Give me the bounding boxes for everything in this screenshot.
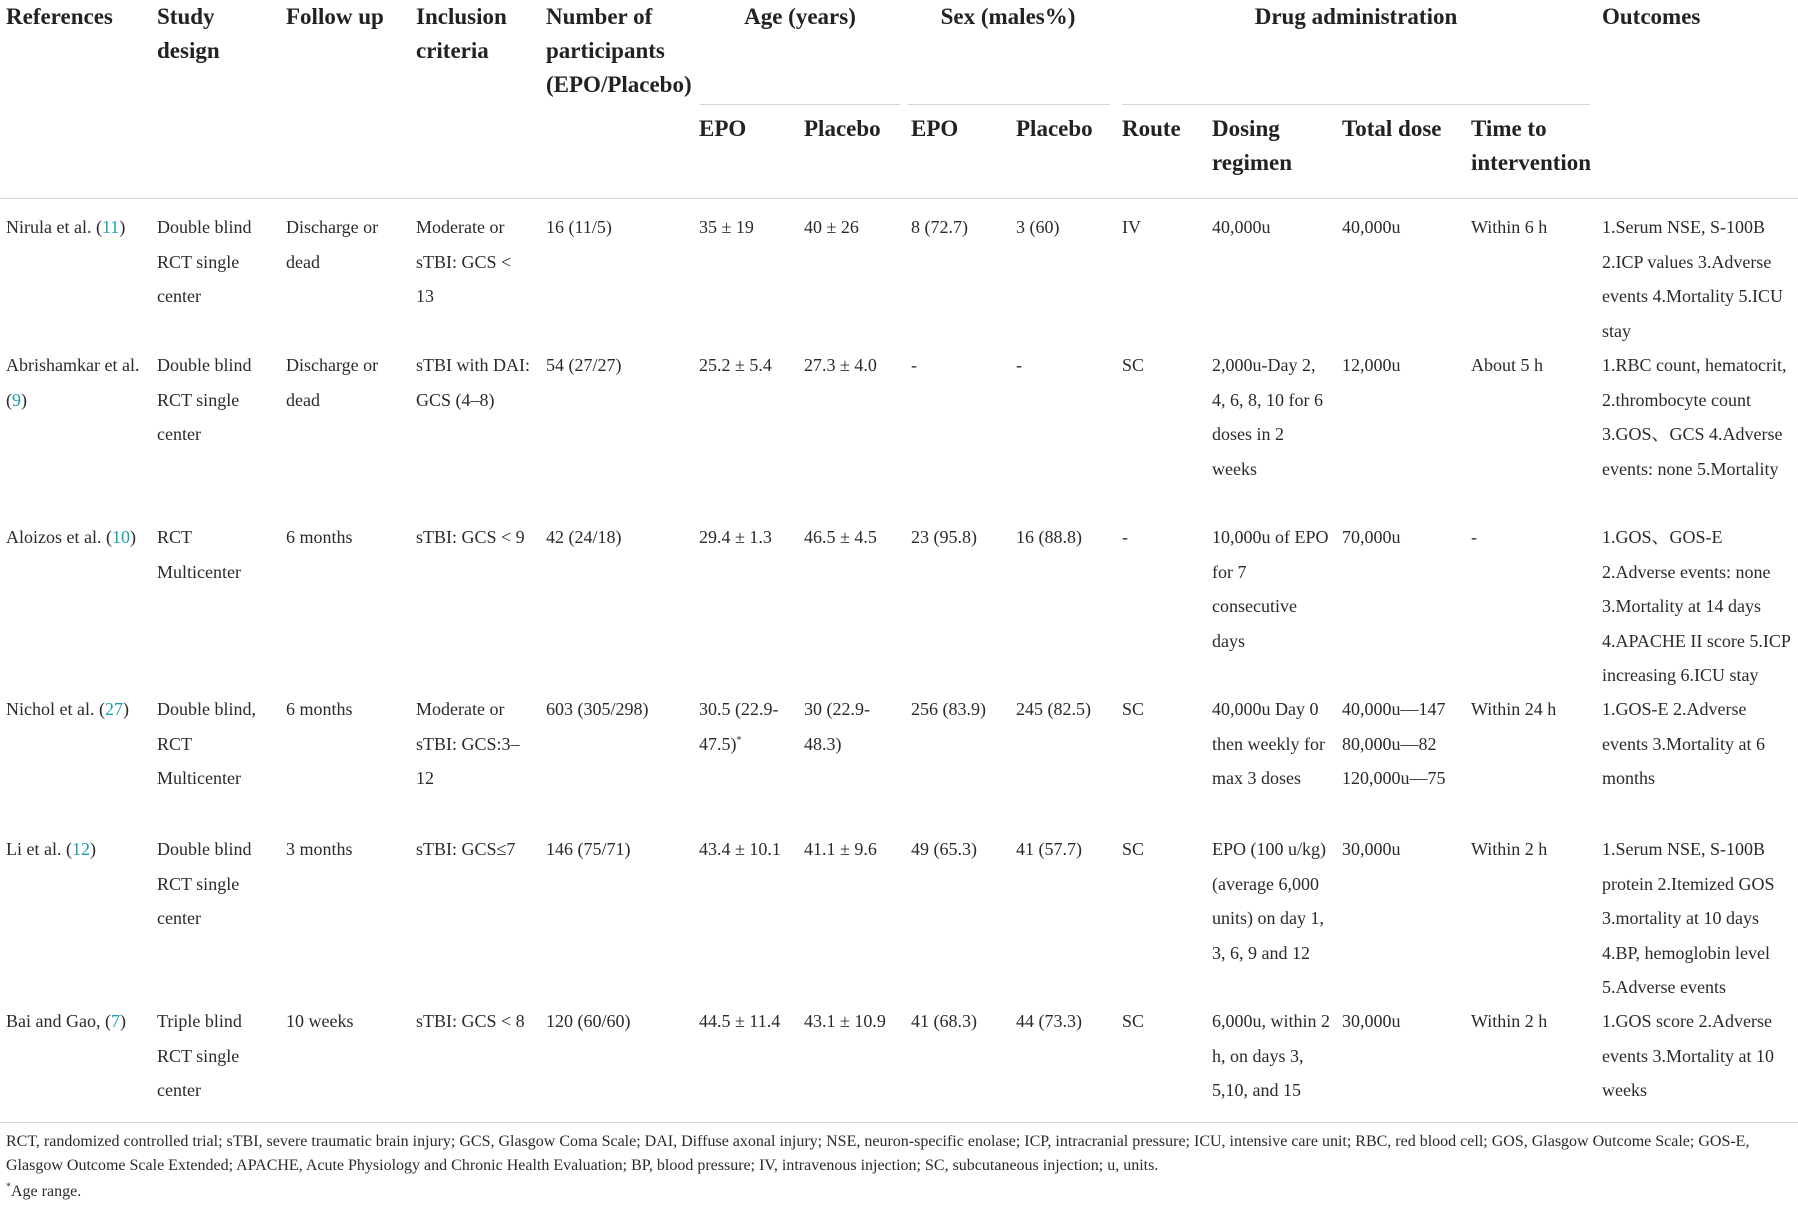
header-age-epo: EPO <box>699 116 747 141</box>
cell-dosing-regimen: 2,000u-Day 2, 4, 6, 8, 10 for 6 doses in 2 weeks <box>1212 355 1323 479</box>
header-outcomes: Outcomes <box>1602 4 1701 29</box>
cell-total-dose: 40,000u <box>1342 217 1401 237</box>
cell-follow-up: 6 months <box>286 699 353 719</box>
table-row <box>0 210 1798 350</box>
cell-time-to-intervention: Within 6 h <box>1471 217 1548 237</box>
ref-link[interactable]: 12 <box>71 839 90 859</box>
cell-participants: 146 (75/71) <box>546 839 631 859</box>
cell-sex-epo: 49 (65.3) <box>911 839 977 859</box>
total-dose-line: 40,000u—147 <box>1342 699 1446 719</box>
table-row <box>0 520 1798 692</box>
cell-follow-up: 3 months <box>286 839 353 859</box>
header-participants: Number of participants (EPO/Placebo) <box>546 4 692 97</box>
header-follow-up: Follow up <box>286 4 384 29</box>
footnote-age-range <box>6 1180 1796 1204</box>
cell-dosing-regimen: 40,000u <box>1212 217 1271 237</box>
age-range-mark: * <box>736 734 742 746</box>
cell-sex-placebo: 44 (73.3) <box>1016 1011 1082 1031</box>
header-route: Route <box>1122 116 1181 141</box>
header-drug-group: Drug administration <box>1254 4 1458 29</box>
cell-route: IV <box>1122 217 1141 237</box>
age-group-divider <box>700 104 900 105</box>
cell-dosing-regimen: 40,000u Day 0 then weekly for max 3 doses <box>1212 699 1325 788</box>
cell-age-placebo: 30 (22.9-48.3) <box>804 699 870 754</box>
cell-age-placebo: 43.1 ± 10.9 <box>804 1011 886 1031</box>
cell-study-design: RCT Multicenter <box>157 527 241 582</box>
cell-inclusion: sTBI with DAI: GCS (4–8) <box>416 355 530 410</box>
table-row <box>0 348 1798 520</box>
cell-follow-up: 10 weeks <box>286 1011 354 1031</box>
cell-dosing-regimen: 10,000u of EPO for 7 consecutive days <box>1212 527 1329 651</box>
footnote-mark: * <box>6 1181 11 1193</box>
header-age-placebo: Placebo <box>804 116 881 141</box>
cell-route: SC <box>1122 839 1145 859</box>
table-row <box>0 692 1798 832</box>
cell-outcomes: 1.GOS、GOS-E 2.Adverse events: none 3.Mortality at 14 days 4.APACHE II score 5.ICP increasing 6.ICU stay <box>1602 527 1791 685</box>
cell-dosing-regimen: EPO (100 u/kg) (average 6,000 units) on day 1, 3, 6, 9 and 12 <box>1212 839 1326 963</box>
ref-close: ) <box>122 699 129 719</box>
cell-total-dose: 30,000u <box>1342 839 1401 859</box>
cell-outcomes: 1.RBC count, hematocrit, 2.thrombocyte count 3.GOS、GCS 4.Adverse events: none 5.Mortality <box>1602 355 1787 479</box>
cell-reference <box>6 520 151 555</box>
ref-close: ) <box>21 389 27 410</box>
cell-reference <box>6 832 151 867</box>
cell-reference <box>6 348 146 417</box>
cell-time-to-intervention: About 5 h <box>1471 355 1543 375</box>
cell-sex-epo: 23 (95.8) <box>911 527 977 547</box>
cell-sex-epo: 8 (72.7) <box>911 217 968 237</box>
cell-reference <box>6 692 151 727</box>
cell-age-epo: 25.2 ± 5.4 <box>699 355 772 375</box>
cell-participants: 603 (305/298) <box>546 699 649 719</box>
cell-sex-placebo: 3 (60) <box>1016 217 1060 237</box>
cell-sex-placebo: 41 (57.7) <box>1016 839 1082 859</box>
cell-inclusion: sTBI: GCS < 9 <box>416 527 525 547</box>
ref-link[interactable]: 11 <box>101 217 120 237</box>
ref-link[interactable]: 9 <box>12 389 21 410</box>
footnote-age-note: Age range. <box>11 1183 82 1200</box>
cell-total-dose: 12,000u <box>1342 355 1401 375</box>
cell-study-design: Triple blind RCT single center <box>157 1011 242 1100</box>
cell-age-placebo: 46.5 ± 4.5 <box>804 527 877 547</box>
cell-sex-epo: 256 (83.9) <box>911 699 986 719</box>
table-row <box>0 1004 1798 1114</box>
cell-outcomes: 1.GOS score 2.Adverse events 3.Mortality at 10 weeks <box>1602 1011 1774 1100</box>
header-inclusion-criteria: Inclusion criteria <box>416 4 507 63</box>
cell-sex-epo: 41 (68.3) <box>911 1011 977 1031</box>
cell-age-epo: 44.5 ± 11.4 <box>699 1011 781 1031</box>
cell-dosing-regimen: 6,000u, within 2 h, on days 3, 5,10, and 15 <box>1212 1011 1331 1100</box>
header-bottom-rule <box>0 198 1798 199</box>
cell-sex-placebo: 16 (88.8) <box>1016 527 1082 547</box>
header-total-dose: Total dose <box>1342 116 1442 141</box>
total-dose-line: 80,000u—82 <box>1342 733 1437 754</box>
cell-time-to-intervention: Within 2 h <box>1471 839 1548 859</box>
cell-inclusion: sTBI: GCS≤7 <box>416 839 516 859</box>
total-dose-line: 120,000u—75 <box>1342 768 1446 788</box>
cell-route: - <box>1122 527 1128 547</box>
ref-close: ) <box>129 527 136 547</box>
header-age-group: Age (years) <box>744 4 856 29</box>
cell-inclusion: Moderate or sTBI: GCS < 13 <box>416 217 512 306</box>
cell-sex-epo: - <box>911 355 917 375</box>
cell-study-design: Double blind RCT single center <box>157 839 252 928</box>
cell-outcomes: 1.GOS-E 2.Adverse events 3.Mortality at 6 months <box>1602 699 1765 788</box>
cell-age-epo: 35 ± 19 <box>699 217 754 237</box>
cell-outcomes: 1.Serum NSE, S-100B 2.ICP values 3.Adverse events 4.Mortality 5.ICU stay <box>1602 217 1783 341</box>
cell-participants: 120 (60/60) <box>546 1011 631 1031</box>
cell-route: SC <box>1122 1011 1145 1031</box>
cell-age-placebo: 40 ± 26 <box>804 217 859 237</box>
cell-sex-placebo: 245 (82.5) <box>1016 699 1091 719</box>
table-bottom-rule <box>0 1122 1798 1123</box>
header-references: References <box>6 4 113 29</box>
cell-reference <box>6 1004 151 1039</box>
header-sex-group: Sex (males%) <box>940 4 1076 29</box>
cell-time-to-intervention: - <box>1471 527 1477 547</box>
cell-outcomes: 1.Serum NSE, S-100B protein 2.Itemized GOS 3.mortality at 10 days 4.BP, hemoglobin level 5.Adverse events <box>1602 839 1775 997</box>
cell-total-dose: 70,000u <box>1342 527 1401 547</box>
ref-close: ) <box>89 839 96 859</box>
footnote-abbreviations: RCT, randomized controlled trial; sTBI, severe traumatic brain injury; GCS, Glasgow Coma Scale; DAI, Diffuse axonal injury; NSE, neuron-specific enolase; ICP, intracranial pressure; ICU, intensive care unit; RBC, red blood cell; GOS, Glasgow Outcome Scale; GOS-E, Glasgow Outcome Scale Extended; APACHE, Acute Physiology and Chronic Health Evaluation; BP, blood pressure; IV, intravenous injection; SC, subcutaneous injection; u, units. <box>6 1133 1750 1174</box>
cell-sex-placebo: - <box>1016 355 1022 375</box>
ref-close: ) <box>119 217 126 237</box>
ref-close: ) <box>119 1011 126 1031</box>
cell-reference <box>6 210 151 245</box>
ref-author: Aloizos et al. ( <box>6 527 112 547</box>
ref-author: Abrishamkar et al. ( <box>6 355 140 410</box>
cell-route: SC <box>1122 699 1145 719</box>
cell-participants: 16 (11/5) <box>546 217 612 237</box>
cell-inclusion: Moderate or sTBI: GCS:3–12 <box>416 699 520 788</box>
cell-age-placebo: 41.1 ± 9.6 <box>804 839 877 859</box>
ref-author: Nirula et al. ( <box>6 217 102 237</box>
ref-link[interactable]: 10 <box>111 527 130 547</box>
sex-group-divider <box>908 104 1110 105</box>
header-sex-epo: EPO <box>911 116 959 141</box>
cell-participants: 42 (24/18) <box>546 527 622 547</box>
header-time-to-intervention: Time to intervention <box>1471 116 1592 175</box>
cell-study-design: Double blind RCT single center <box>157 355 252 444</box>
header-study-design: Study design <box>157 4 220 63</box>
cell-follow-up: 6 months <box>286 527 353 547</box>
cell-total-dose <box>1342 692 1468 796</box>
cell-inclusion: sTBI: GCS < 8 <box>416 1011 525 1031</box>
cell-time-to-intervention: Within 2 h <box>1471 1011 1548 1031</box>
cell-route: SC <box>1122 355 1145 375</box>
cell-follow-up: Discharge or dead <box>286 355 379 410</box>
cell-follow-up: Discharge or dead <box>286 217 379 272</box>
ref-author: Bai and Gao, ( <box>6 1011 111 1031</box>
ref-link[interactable]: 27 <box>104 699 123 719</box>
cell-age-epo <box>699 692 799 761</box>
cell-time-to-intervention: Within 24 h <box>1471 699 1557 719</box>
cell-study-design: Double blind, RCT Multicenter <box>157 699 256 788</box>
cell-study-design: Double blind RCT single center <box>157 217 252 306</box>
header-dosing-regimen: Dosing regimen <box>1212 116 1293 175</box>
header-sex-placebo: Placebo <box>1016 116 1093 141</box>
cell-age-epo: 43.4 ± 10.1 <box>699 839 781 859</box>
ref-author: Nichol et al. ( <box>6 699 105 719</box>
table-row <box>0 832 1798 1004</box>
drug-group-divider <box>1122 104 1590 105</box>
cell-age-placebo: 27.3 ± 4.0 <box>804 355 877 375</box>
ref-link[interactable]: 7 <box>110 1011 120 1031</box>
cell-participants: 54 (27/27) <box>546 355 622 375</box>
cell-total-dose: 30,000u <box>1342 1011 1401 1031</box>
cell-age-epo: 29.4 ± 1.3 <box>699 527 772 547</box>
ref-author: Li et al. ( <box>6 839 72 859</box>
age-epo-value: 30.5 (22.9-47.5) <box>699 699 779 754</box>
